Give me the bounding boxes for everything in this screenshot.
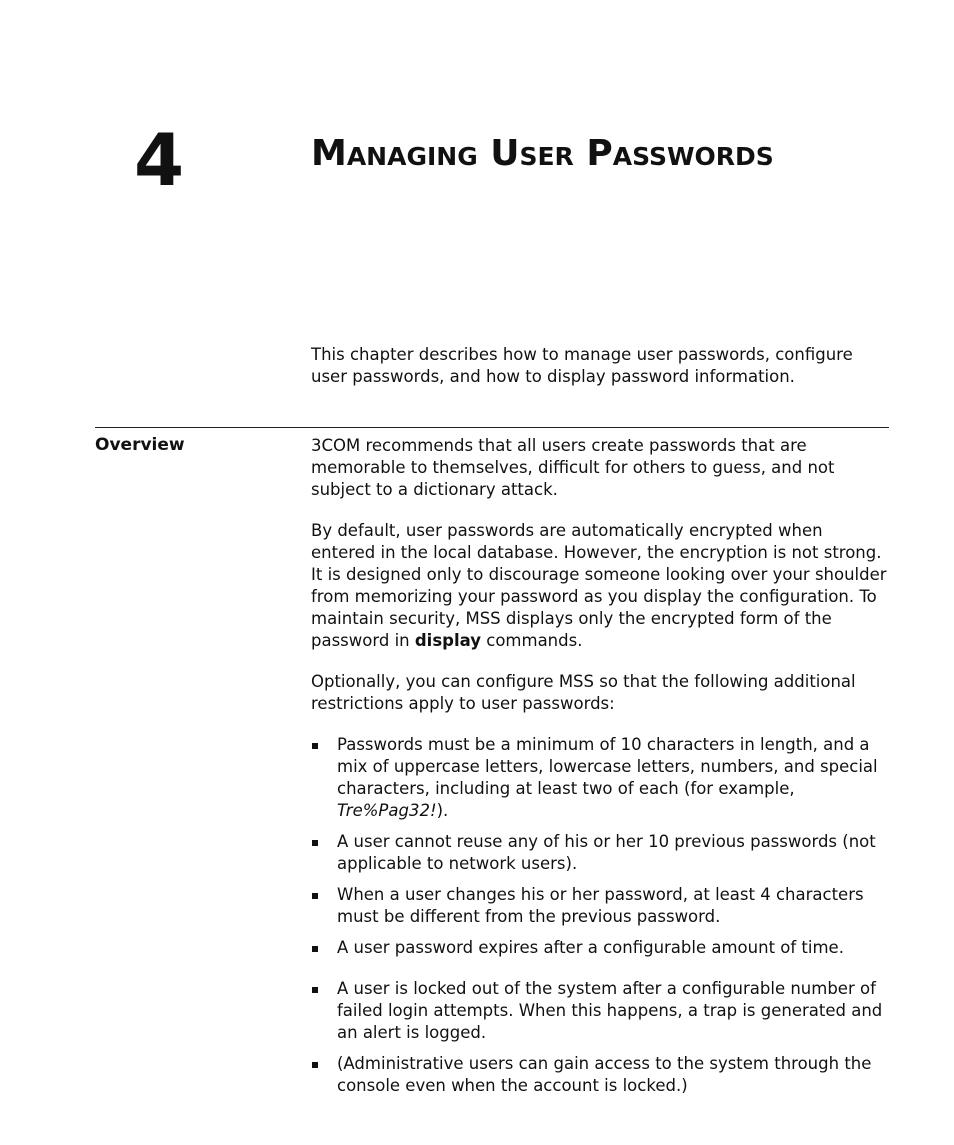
password-example: Tre%Pag32!	[337, 801, 437, 820]
overview-body	[311, 435, 889, 1106]
square-bullet-icon	[312, 893, 318, 899]
list-item	[311, 734, 889, 822]
list-item	[311, 831, 889, 875]
chapter-intro: This chapter describes how to manage user passwords, configure user passwords, and how to display password information.	[311, 345, 853, 386]
overview-paragraph-2	[311, 520, 889, 652]
list-item-text: When a user changes his or her password, at least 4 characters must be different from the previous password.	[337, 885, 864, 926]
list-item-text: A user password expires after a configurable amount of time.	[337, 938, 844, 957]
square-bullet-icon	[312, 1062, 318, 1068]
paragraph-text: By default, user passwords are automatically encrypted when entered in the local database. However, the encryption is not strong. It is designed only to discourage someone looking over your shoulder from memorizing your password as you display the configuration. To maintain security, MSS displays only the encrypted form of the password in	[311, 521, 887, 650]
list-item	[311, 1053, 889, 1097]
list-item-text: (Administrative users can gain access to the system through the console even when the account is locked.)	[337, 1054, 872, 1095]
list-item	[311, 978, 889, 1044]
chapter-number: 4	[134, 118, 185, 202]
chapter-title: Managing User Passwords	[311, 133, 774, 174]
command-name: display	[414, 631, 482, 650]
overview-paragraph-3: Optionally, you can configure MSS so that the following additional restrictions apply to user passwords:	[311, 672, 856, 713]
square-bullet-icon	[312, 946, 318, 952]
list-item-text: A user is locked out of the system after a configurable number of failed login attempts. When this happens, a trap is generated and an alert is logged.	[337, 979, 883, 1042]
square-bullet-icon	[312, 840, 318, 846]
restrictions-list	[311, 734, 889, 1097]
section-heading-overview: Overview	[95, 435, 185, 455]
square-bullet-icon	[312, 743, 318, 749]
list-item-text: ).	[436, 801, 449, 820]
list-item	[311, 884, 889, 928]
paragraph-text: commands.	[481, 631, 583, 650]
square-bullet-icon	[312, 987, 318, 993]
section-divider	[95, 427, 889, 428]
list-item	[311, 937, 889, 959]
overview-paragraph-1: 3COM recommends that all users create passwords that are memorable to themselves, difficult for others to guess, and not subject to a dictionary attack.	[311, 436, 835, 499]
list-item-text: Passwords must be a minimum of 10 characters in length, and a mix of uppercase letters, lowercase letters, numbers, and special characters, including at least two of each (for example,	[337, 735, 878, 798]
list-item-text: A user cannot reuse any of his or her 10 previous passwords (not applicable to network users).	[337, 832, 876, 873]
